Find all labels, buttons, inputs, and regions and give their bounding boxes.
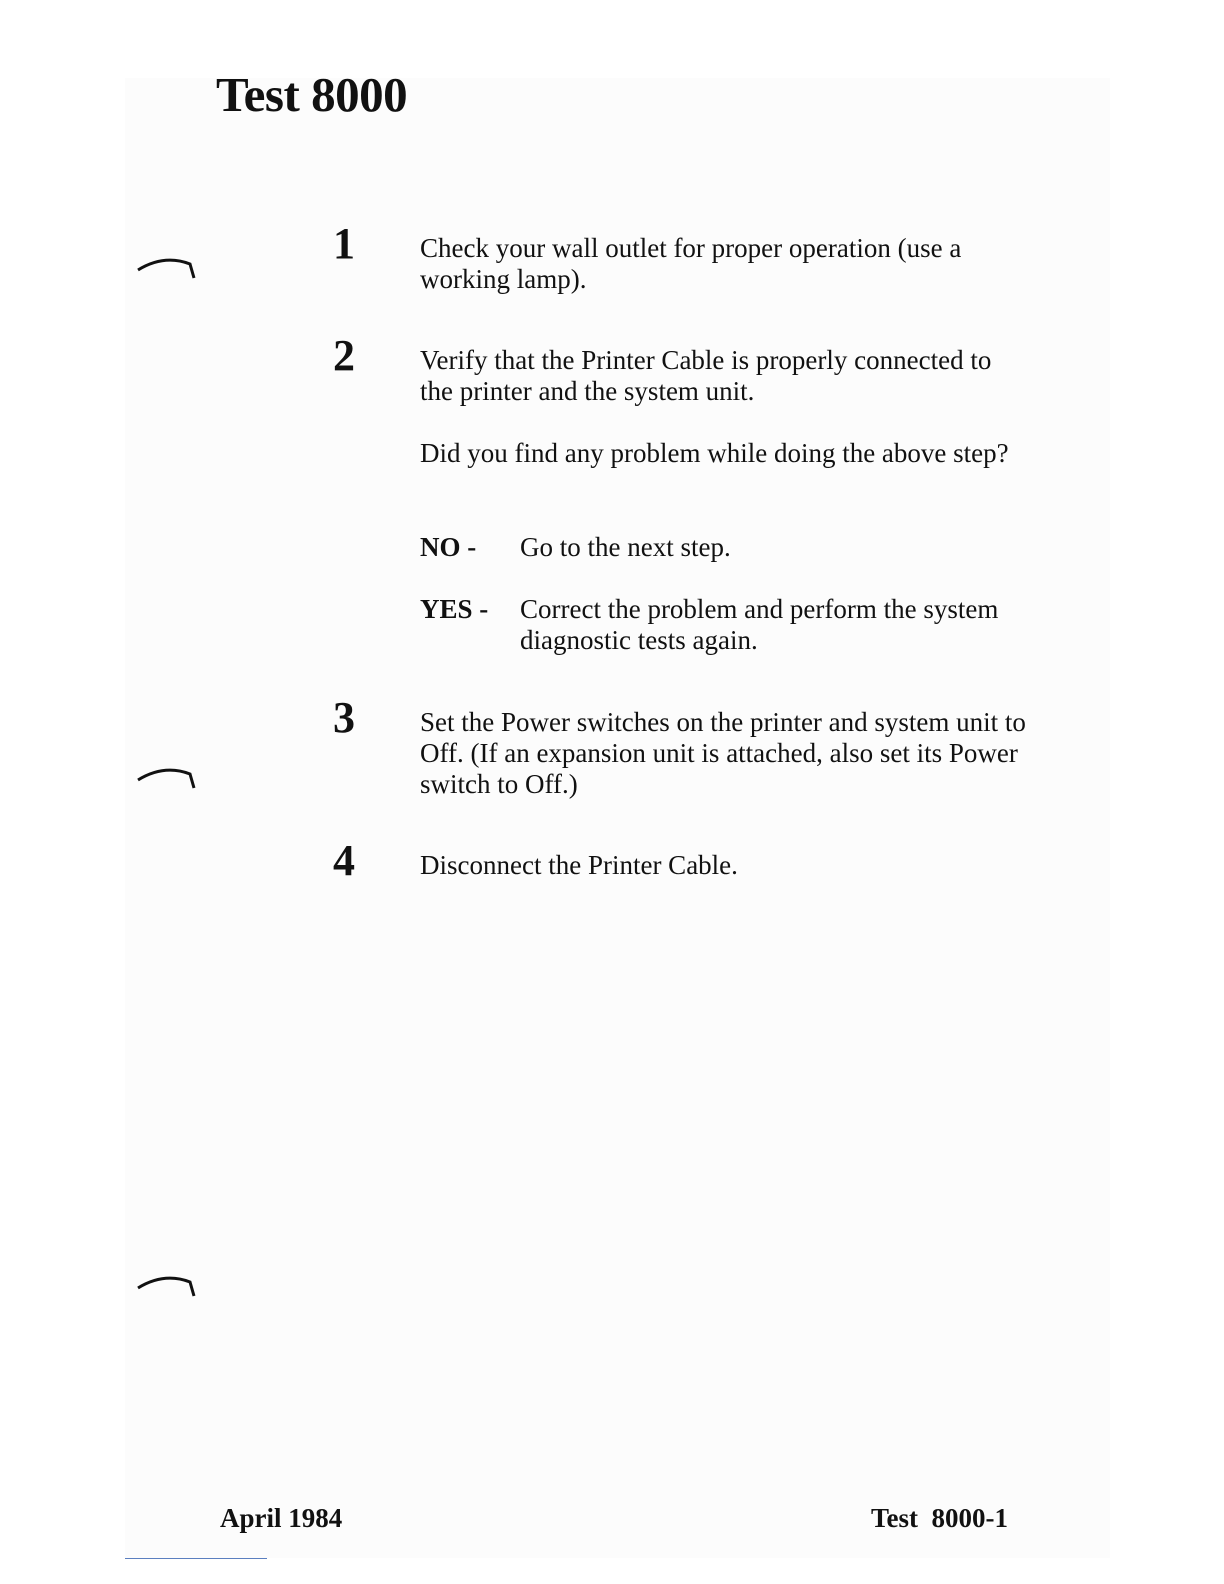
answer-yes-label: YES - <box>420 594 489 624</box>
step-text: Disconnect the Printer Cable. <box>420 850 738 880</box>
footer-rule <box>125 1558 267 1559</box>
binder-hole-mark-icon <box>136 252 196 282</box>
footer-page-id: Test 8000-1 <box>871 1503 1009 1533</box>
step-number: 2 <box>333 331 355 380</box>
step-text: Check your wall outlet for proper operation (use a working lamp). <box>420 233 962 294</box>
step-text: Set the Power switches on the printer and system unit to Off. (If an expansion unit is attached, also set its Power switch to Off.) <box>420 707 1026 799</box>
binder-hole-mark-icon <box>136 1270 196 1300</box>
footer-date: April 1984 <box>220 1503 343 1533</box>
step-number: 1 <box>333 219 355 268</box>
answer-no-label: NO - <box>420 532 477 562</box>
binder-hole-mark-icon <box>136 762 196 792</box>
answer-yes-text: Correct the problem and perform the system diagnostic tests again. <box>520 594 999 655</box>
page-title: Test 8000 <box>216 67 408 122</box>
step-number: 4 <box>333 836 355 885</box>
question-text: Did you find any problem while doing the above step? <box>420 438 1009 468</box>
answer-no-text: Go to the next step. <box>520 532 731 562</box>
page-background <box>125 78 1110 1558</box>
step-text: Verify that the Printer Cable is properly connected to the printer and the system unit. <box>420 345 992 406</box>
step-number: 3 <box>333 693 355 742</box>
